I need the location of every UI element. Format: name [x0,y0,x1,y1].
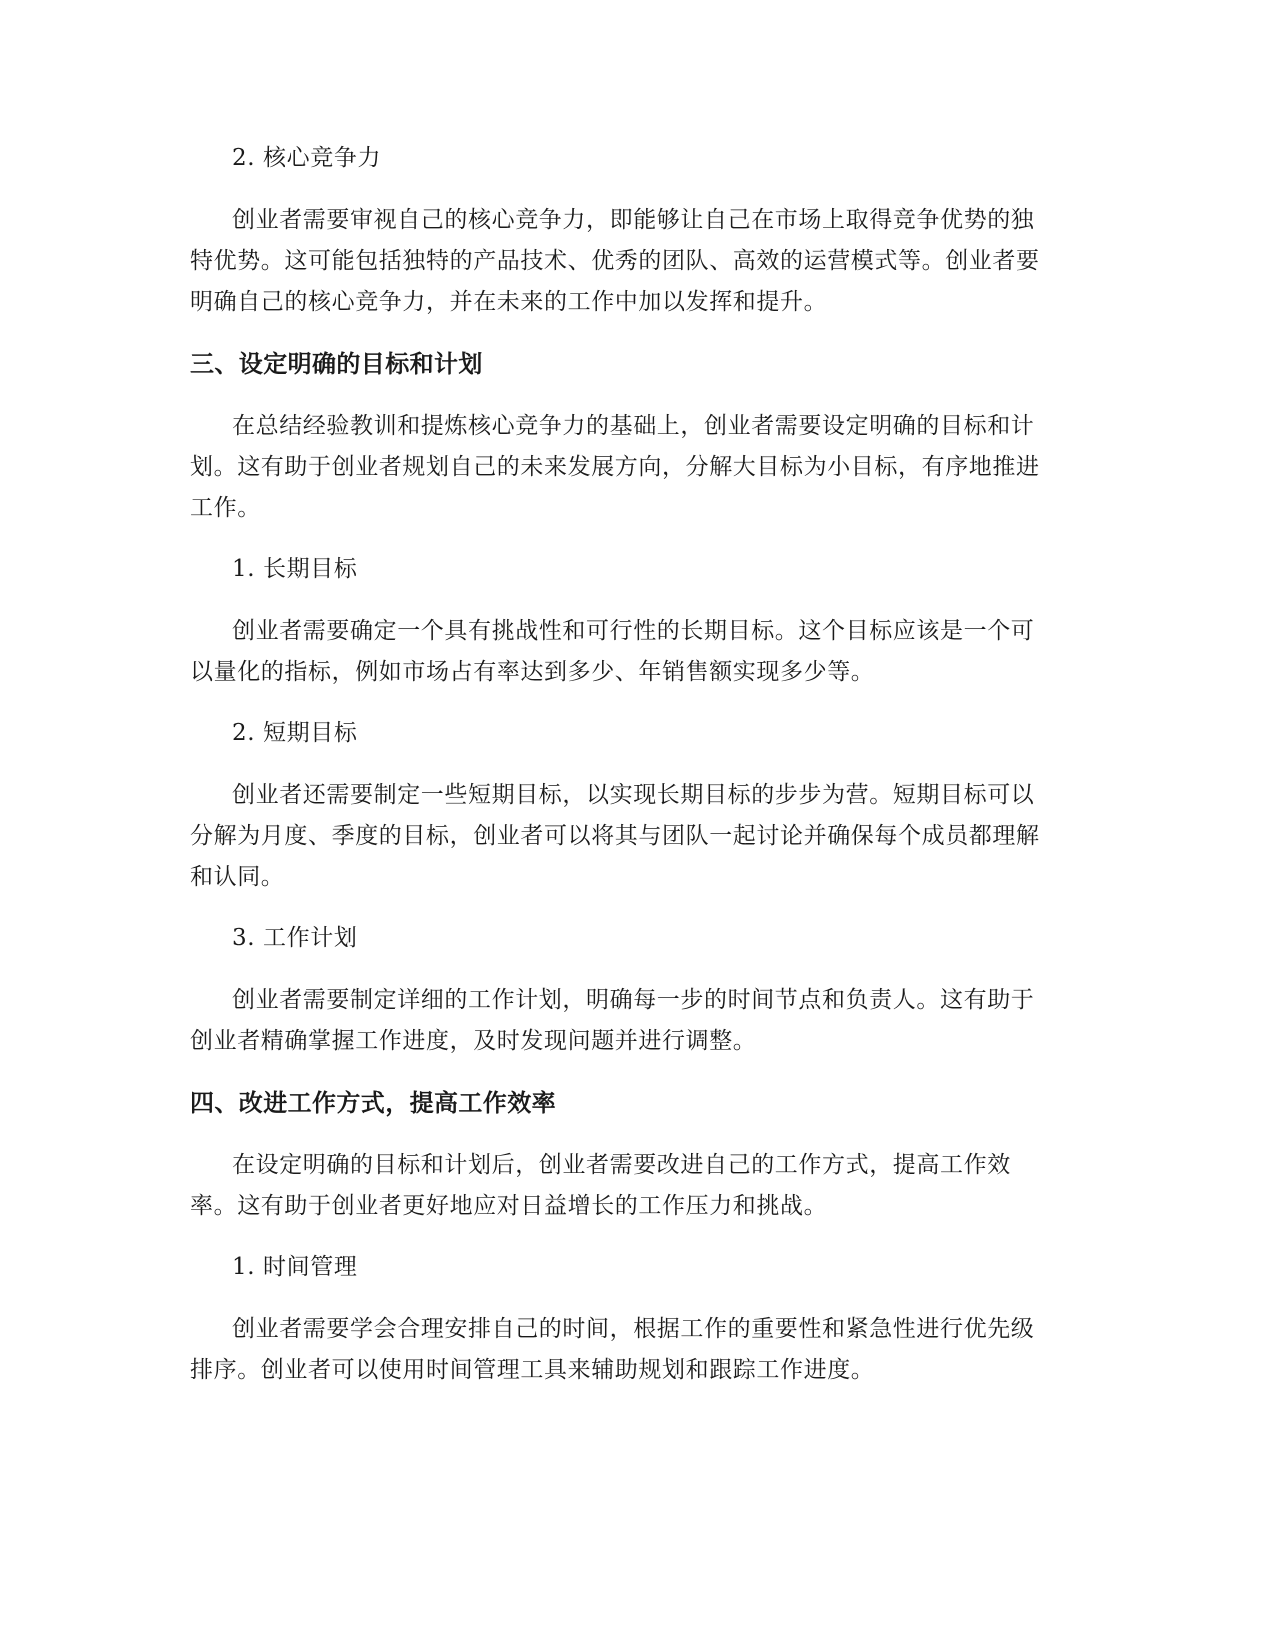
paragraph-line: 排序。创业者可以使用时间管理工具来辅助规划和跟踪工作进度。 [190,1357,875,1383]
paragraph-line: 创业者需要学会合理安排自己的时间，根据工作的重要性和紧急性进行优先级 [232,1316,1035,1342]
subsection-title: 2. 短期目标 [232,720,358,746]
paragraph-line: 分解为月度、季度的目标，创业者可以将其与团队一起讨论并确保每个成员都理解 [190,823,1040,849]
paragraph-line: 在设定明确的目标和计划后，创业者需要改进自己的工作方式，提高工作效 [232,1152,1011,1178]
subsection-title: 3. 工作计划 [232,925,358,951]
paragraph-line: 和认同。 [190,864,285,890]
paragraph-line: 在总结经验教训和提炼核心竞争力的基础上，创业者需要设定明确的目标和计 [232,413,1035,439]
section-heading: 四、改进工作方式，提高工作效率 [190,1089,556,1117]
paragraph-line: 创业者需要制定详细的工作计划，明确每一步的时间节点和负责人。这有助于 [232,987,1035,1013]
paragraph-line: 以量化的指标，例如市场占有率达到多少、年销售额实现多少等。 [190,659,875,685]
section-heading: 三、设定明确的目标和计划 [190,350,483,378]
paragraph-line: 率。这有助于创业者更好地应对日益增长的工作压力和挑战。 [190,1193,828,1219]
paragraph-line: 明确自己的核心竞争力，并在未来的工作中加以发挥和提升。 [190,289,828,315]
subsection-title: 1. 长期目标 [232,556,358,582]
subsection-title: 1. 时间管理 [232,1254,358,1280]
paragraph-line: 创业者还需要制定一些短期目标，以实现长期目标的步步为营。短期目标可以 [232,782,1035,808]
paragraph-line: 划。这有助于创业者规划自己的未来发展方向，分解大目标为小目标，有序地推进 [190,454,1040,480]
subsection-title: 2. 核心竞争力 [232,145,382,171]
paragraph-line: 特优势。这可能包括独特的产品技术、优秀的团队、高效的运营模式等。创业者要 [190,248,1040,274]
paragraph-line: 工作。 [190,495,261,521]
paragraph-line: 创业者需要审视自己的核心竞争力，即能够让自己在市场上取得竞争优势的独 [232,207,1035,233]
paragraph-line: 创业者需要确定一个具有挑战性和可行性的长期目标。这个目标应该是一个可 [232,618,1035,644]
paragraph-line: 创业者精确掌握工作进度，及时发现问题并进行调整。 [190,1028,757,1054]
